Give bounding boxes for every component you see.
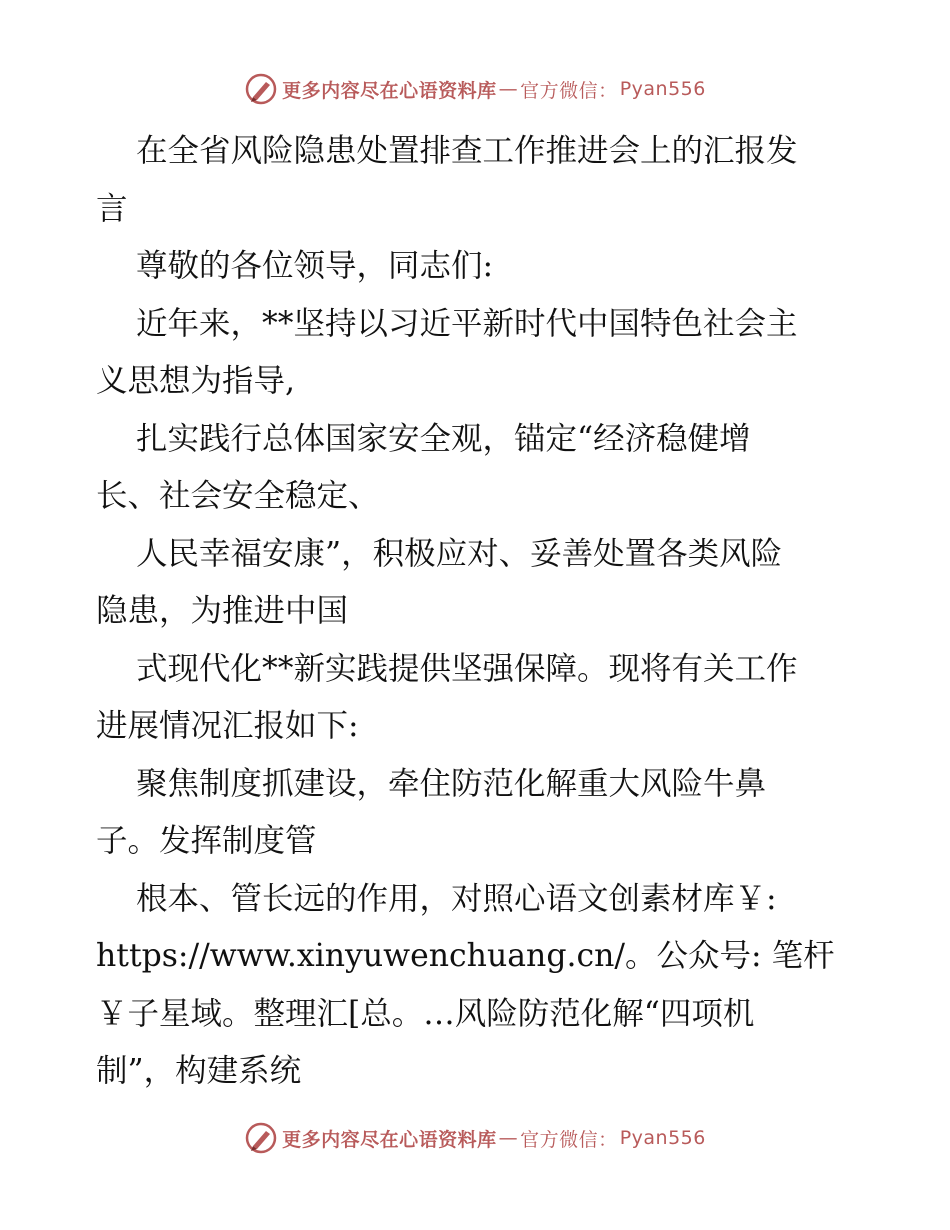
body-line: 隐患，为推进中国 (96, 593, 349, 629)
banner-account-id: Pyan556 (619, 1127, 706, 1149)
header-banner (0, 72, 950, 106)
body-line: 进展情况汇报如下: (96, 708, 359, 744)
title-line-2: 言 (96, 190, 128, 227)
banner-account-id: Pyan556 (619, 78, 706, 100)
body-line: ￥子星域。整理汇[总。…风险防范化解“四项机 (96, 995, 755, 1032)
banner-lead-text: 更多内容尽在心语资料库 (282, 79, 497, 102)
pen-logo-icon (244, 72, 278, 106)
document-body (96, 123, 856, 1101)
banner-separator: — (498, 1127, 519, 1149)
banner-account-label: 官方微信： (520, 1128, 618, 1151)
salutation-line: 尊敬的各位领导，同志们: (136, 248, 494, 284)
body-line: 式现代化**新实践提供坚强保障。现将有关工作 (136, 650, 798, 687)
body-line: 子。发挥制度管 (96, 823, 317, 859)
footer-banner (0, 1121, 950, 1155)
pen-logo-icon (244, 1121, 278, 1155)
banner-lead-text: 更多内容尽在心语资料库 (282, 1128, 497, 1151)
body-line: 人民幸福安康”，积极应对、妥善处置各类风险 (136, 535, 783, 572)
title-line-1: 在全省风险隐患处置排查工作推进会上的汇报发 (136, 133, 798, 169)
banner-separator: — (498, 78, 519, 100)
body-line: 制”，构建系统 (96, 1053, 302, 1089)
body-line: 聚焦制度抓建设，牵住防范化解重大风险牛鼻 (136, 765, 767, 802)
body-line: 扎实践行总体国家安全观，锚定“经济稳健增 (136, 420, 751, 457)
body-line: https://www.xinyuwenchuang.cn/。公众号: 笔杆 (96, 938, 835, 974)
body-line: 长、社会安全稳定、 (96, 478, 380, 514)
banner-account-label: 官方微信： (520, 79, 618, 102)
body-line: 义思想为指导, (96, 363, 296, 399)
body-line: 根本、管长远的作用，对照心语文创素材库￥: (136, 880, 777, 917)
body-line: 近年来，**坚持以习近平新时代中国特色社会主 (136, 305, 798, 342)
